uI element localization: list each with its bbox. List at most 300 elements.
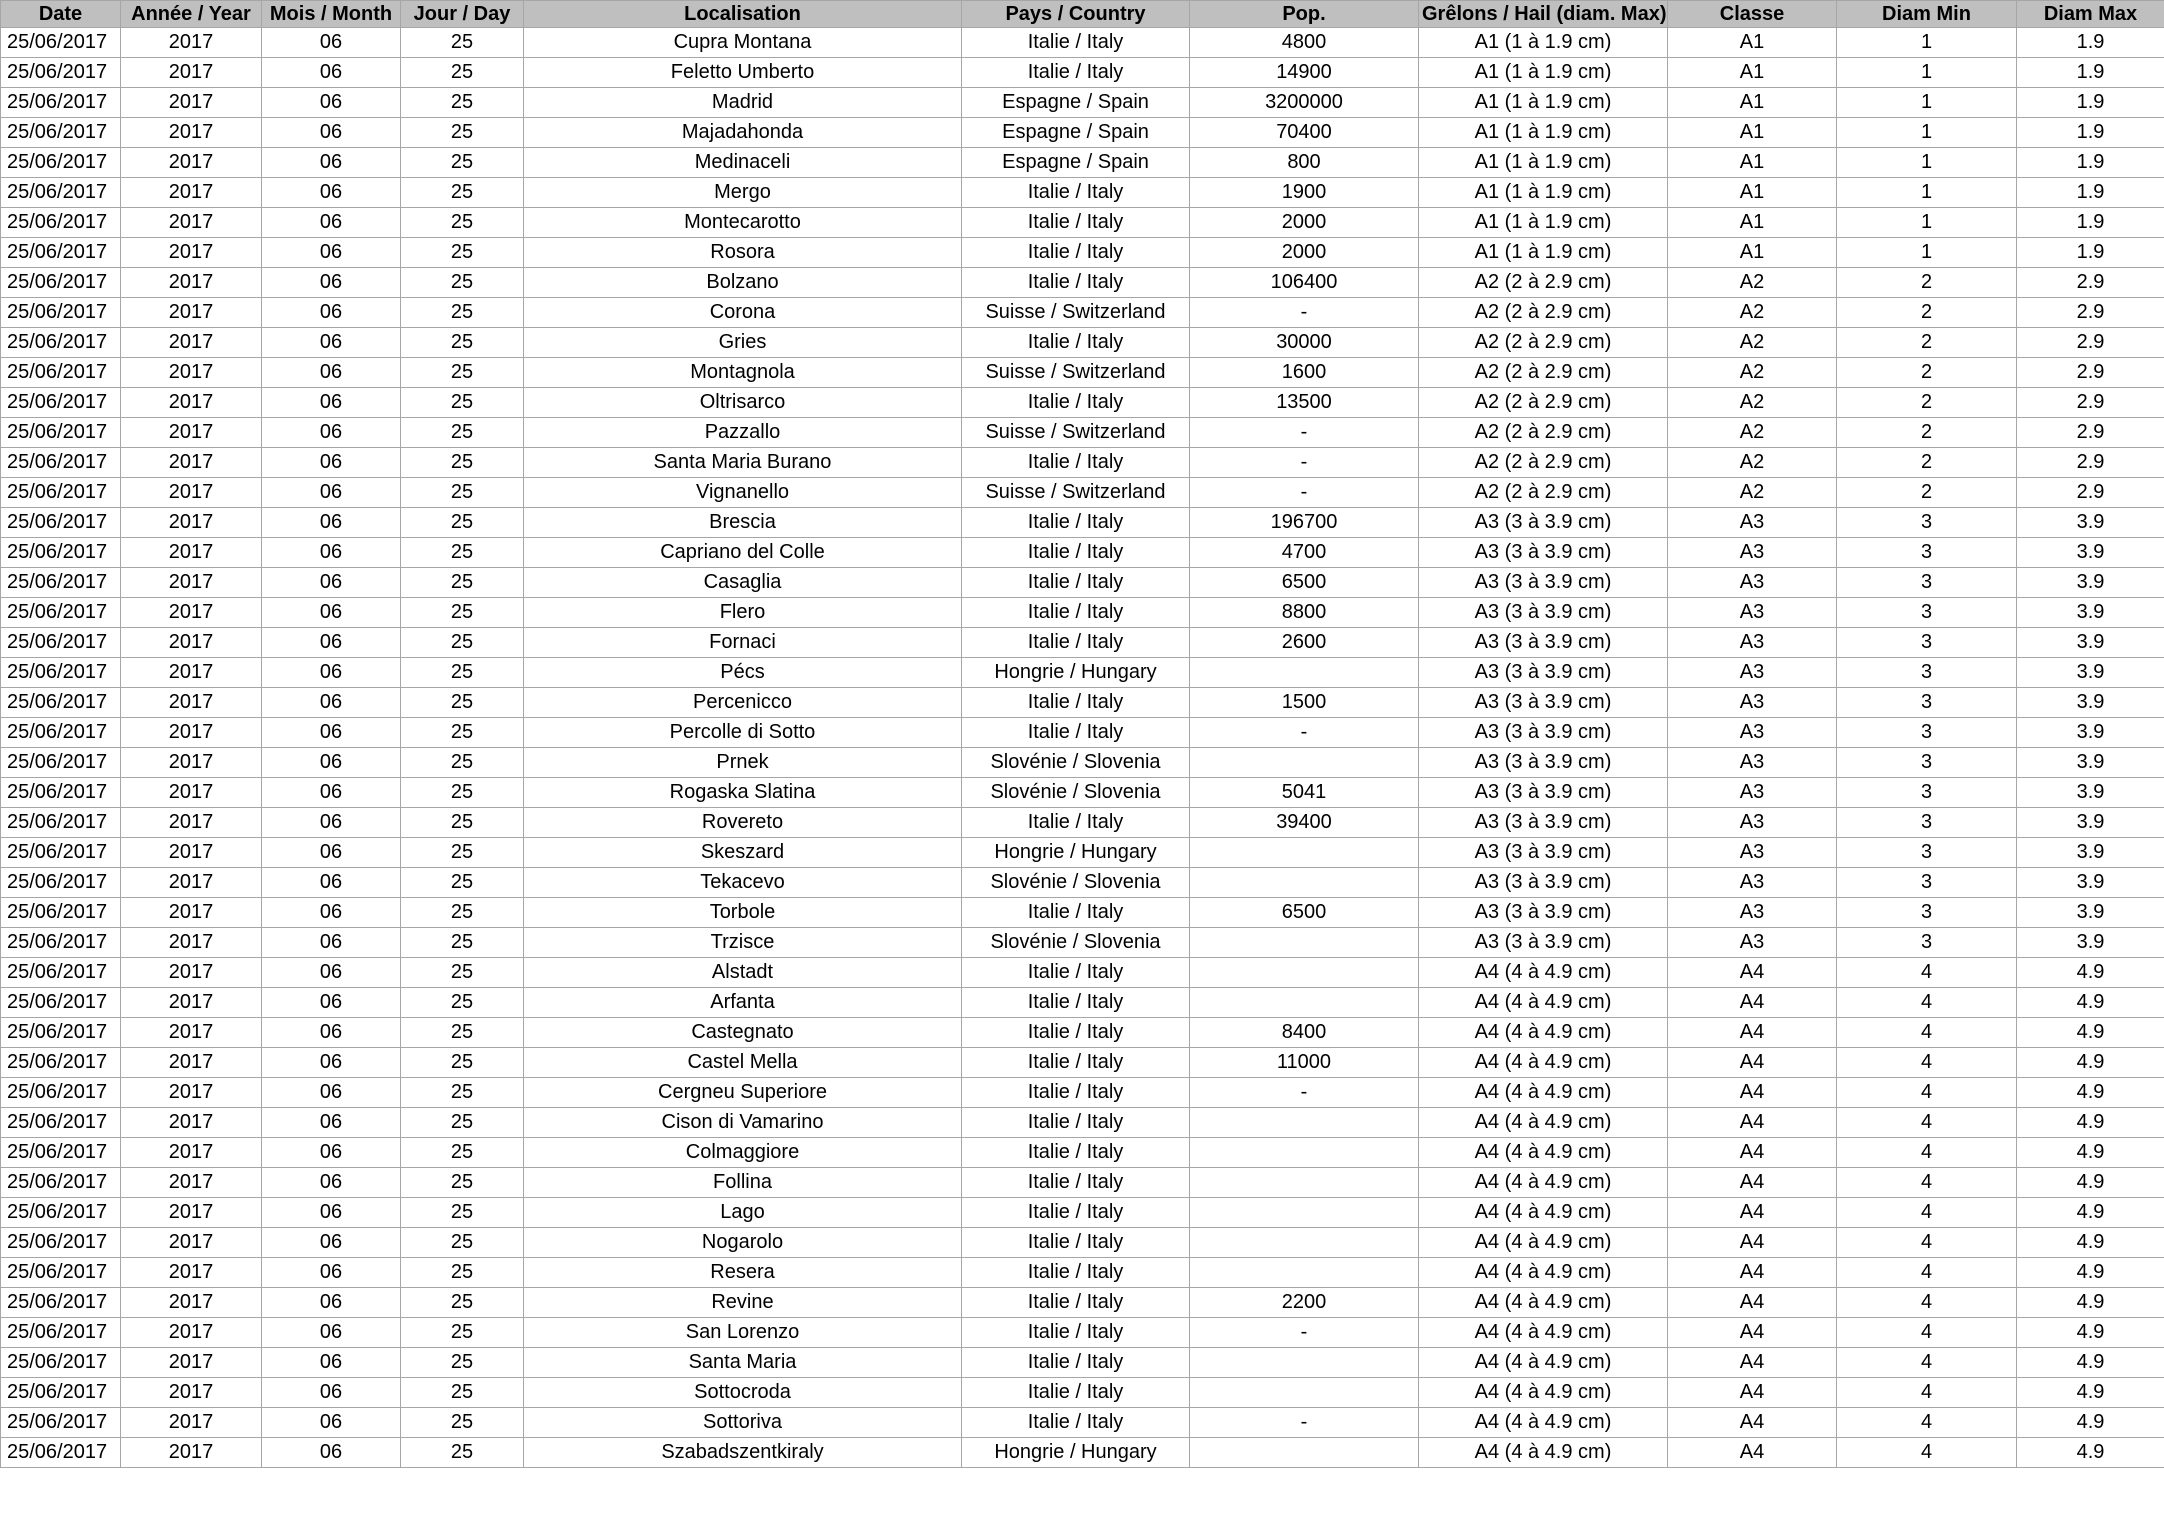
cell-class[interactable]: A2	[1668, 478, 1837, 508]
cell-location[interactable]: Trzisce	[524, 928, 962, 958]
cell-diam-max[interactable]: 4.9	[2017, 1048, 2164, 1078]
cell-month[interactable]: 06	[262, 148, 401, 178]
cell-population[interactable]	[1190, 1228, 1419, 1258]
cell-year[interactable]: 2017	[121, 658, 262, 688]
cell-class[interactable]: A3	[1668, 568, 1837, 598]
cell-population[interactable]	[1190, 988, 1419, 1018]
cell-year[interactable]: 2017	[121, 868, 262, 898]
cell-date[interactable]: 25/06/2017	[1, 1318, 121, 1348]
cell-country[interactable]: Italie / Italy	[962, 1408, 1190, 1438]
cell-class[interactable]: A3	[1668, 598, 1837, 628]
cell-hail[interactable]: A4 (4 à 4.9 cm)	[1419, 1348, 1668, 1378]
cell-date[interactable]: 25/06/2017	[1, 838, 121, 868]
cell-class[interactable]: A4	[1668, 1018, 1837, 1048]
cell-year[interactable]: 2017	[121, 1108, 262, 1138]
cell-date[interactable]: 25/06/2017	[1, 1168, 121, 1198]
cell-diam-max[interactable]: 4.9	[2017, 1228, 2164, 1258]
cell-population[interactable]: 5041	[1190, 778, 1419, 808]
cell-day[interactable]: 25	[401, 1108, 524, 1138]
cell-year[interactable]: 2017	[121, 1258, 262, 1288]
cell-month[interactable]: 06	[262, 598, 401, 628]
cell-year[interactable]: 2017	[121, 1138, 262, 1168]
cell-year[interactable]: 2017	[121, 1048, 262, 1078]
cell-day[interactable]: 25	[401, 628, 524, 658]
column-header-diam-max[interactable]: Diam Max	[2017, 1, 2164, 28]
cell-year[interactable]: 2017	[121, 58, 262, 88]
cell-country[interactable]: Italie / Italy	[962, 1108, 1190, 1138]
column-header-year[interactable]: Année / Year	[121, 1, 262, 28]
cell-diam-min[interactable]: 4	[1837, 1378, 2017, 1408]
cell-year[interactable]: 2017	[121, 1198, 262, 1228]
cell-day[interactable]: 25	[401, 868, 524, 898]
cell-diam-min[interactable]: 4	[1837, 1438, 2017, 1468]
cell-day[interactable]: 25	[401, 1408, 524, 1438]
cell-diam-max[interactable]: 4.9	[2017, 1078, 2164, 1108]
cell-day[interactable]: 25	[401, 778, 524, 808]
cell-day[interactable]: 25	[401, 148, 524, 178]
cell-date[interactable]: 25/06/2017	[1, 208, 121, 238]
cell-year[interactable]: 2017	[121, 1438, 262, 1468]
cell-day[interactable]: 25	[401, 508, 524, 538]
cell-month[interactable]: 06	[262, 208, 401, 238]
cell-hail[interactable]: A4 (4 à 4.9 cm)	[1419, 958, 1668, 988]
cell-country[interactable]: Italie / Italy	[962, 238, 1190, 268]
cell-hail[interactable]: A3 (3 à 3.9 cm)	[1419, 808, 1668, 838]
cell-hail[interactable]: A3 (3 à 3.9 cm)	[1419, 718, 1668, 748]
cell-diam-max[interactable]: 2.9	[2017, 268, 2164, 298]
cell-date[interactable]: 25/06/2017	[1, 1228, 121, 1258]
cell-diam-min[interactable]: 2	[1837, 478, 2017, 508]
cell-country[interactable]: Suisse / Switzerland	[962, 358, 1190, 388]
cell-date[interactable]: 25/06/2017	[1, 358, 121, 388]
cell-year[interactable]: 2017	[121, 88, 262, 118]
cell-month[interactable]: 06	[262, 688, 401, 718]
cell-date[interactable]: 25/06/2017	[1, 928, 121, 958]
cell-diam-max[interactable]: 3.9	[2017, 928, 2164, 958]
cell-year[interactable]: 2017	[121, 688, 262, 718]
cell-month[interactable]: 06	[262, 778, 401, 808]
cell-diam-min[interactable]: 3	[1837, 538, 2017, 568]
cell-year[interactable]: 2017	[121, 808, 262, 838]
cell-diam-min[interactable]: 3	[1837, 808, 2017, 838]
cell-location[interactable]: Cupra Montana	[524, 28, 962, 58]
cell-year[interactable]: 2017	[121, 1378, 262, 1408]
cell-day[interactable]: 25	[401, 1078, 524, 1108]
cell-year[interactable]: 2017	[121, 208, 262, 238]
cell-country[interactable]: Italie / Italy	[962, 178, 1190, 208]
cell-date[interactable]: 25/06/2017	[1, 88, 121, 118]
cell-class[interactable]: A4	[1668, 1408, 1837, 1438]
cell-location[interactable]: Resera	[524, 1258, 962, 1288]
cell-population[interactable]: 1900	[1190, 178, 1419, 208]
cell-month[interactable]: 06	[262, 868, 401, 898]
cell-day[interactable]: 25	[401, 178, 524, 208]
cell-class[interactable]: A3	[1668, 928, 1837, 958]
cell-year[interactable]: 2017	[121, 628, 262, 658]
cell-day[interactable]: 25	[401, 808, 524, 838]
cell-diam-max[interactable]: 4.9	[2017, 1198, 2164, 1228]
cell-diam-min[interactable]: 2	[1837, 358, 2017, 388]
cell-diam-max[interactable]: 2.9	[2017, 388, 2164, 418]
cell-date[interactable]: 25/06/2017	[1, 1018, 121, 1048]
cell-date[interactable]: 25/06/2017	[1, 688, 121, 718]
cell-class[interactable]: A4	[1668, 1078, 1837, 1108]
cell-date[interactable]: 25/06/2017	[1, 1288, 121, 1318]
cell-population[interactable]	[1190, 958, 1419, 988]
cell-location[interactable]: Santa Maria Burano	[524, 448, 962, 478]
cell-diam-min[interactable]: 1	[1837, 148, 2017, 178]
cell-diam-min[interactable]: 3	[1837, 898, 2017, 928]
cell-class[interactable]: A1	[1668, 178, 1837, 208]
cell-hail[interactable]: A1 (1 à 1.9 cm)	[1419, 148, 1668, 178]
cell-country[interactable]: Italie / Italy	[962, 1018, 1190, 1048]
cell-diam-max[interactable]: 4.9	[2017, 1168, 2164, 1198]
cell-year[interactable]: 2017	[121, 1288, 262, 1318]
cell-day[interactable]: 25	[401, 928, 524, 958]
cell-population[interactable]: 6500	[1190, 568, 1419, 598]
cell-date[interactable]: 25/06/2017	[1, 298, 121, 328]
cell-population[interactable]: 6500	[1190, 898, 1419, 928]
cell-hail[interactable]: A1 (1 à 1.9 cm)	[1419, 28, 1668, 58]
cell-country[interactable]: Slovénie / Slovenia	[962, 868, 1190, 898]
cell-country[interactable]: Italie / Italy	[962, 538, 1190, 568]
cell-day[interactable]: 25	[401, 568, 524, 598]
cell-location[interactable]: Majadahonda	[524, 118, 962, 148]
cell-location[interactable]: Follina	[524, 1168, 962, 1198]
cell-class[interactable]: A3	[1668, 778, 1837, 808]
cell-hail[interactable]: A1 (1 à 1.9 cm)	[1419, 178, 1668, 208]
cell-hail[interactable]: A4 (4 à 4.9 cm)	[1419, 1198, 1668, 1228]
cell-day[interactable]: 25	[401, 748, 524, 778]
cell-diam-max[interactable]: 4.9	[2017, 1108, 2164, 1138]
cell-country[interactable]: Slovénie / Slovenia	[962, 928, 1190, 958]
cell-country[interactable]: Italie / Italy	[962, 208, 1190, 238]
cell-class[interactable]: A2	[1668, 448, 1837, 478]
cell-month[interactable]: 06	[262, 1228, 401, 1258]
cell-day[interactable]: 25	[401, 718, 524, 748]
cell-hail[interactable]: A4 (4 à 4.9 cm)	[1419, 1078, 1668, 1108]
cell-diam-max[interactable]: 1.9	[2017, 208, 2164, 238]
cell-class[interactable]: A2	[1668, 298, 1837, 328]
cell-hail[interactable]: A4 (4 à 4.9 cm)	[1419, 988, 1668, 1018]
cell-month[interactable]: 06	[262, 898, 401, 928]
cell-day[interactable]: 25	[401, 28, 524, 58]
cell-hail[interactable]: A4 (4 à 4.9 cm)	[1419, 1168, 1668, 1198]
cell-diam-min[interactable]: 4	[1837, 1048, 2017, 1078]
cell-diam-min[interactable]: 3	[1837, 628, 2017, 658]
cell-class[interactable]: A3	[1668, 808, 1837, 838]
cell-hail[interactable]: A2 (2 à 2.9 cm)	[1419, 328, 1668, 358]
cell-location[interactable]: Flero	[524, 598, 962, 628]
cell-diam-max[interactable]: 3.9	[2017, 658, 2164, 688]
cell-country[interactable]: Italie / Italy	[962, 508, 1190, 538]
cell-year[interactable]: 2017	[121, 238, 262, 268]
cell-country[interactable]: Italie / Italy	[962, 988, 1190, 1018]
cell-location[interactable]: Rogaska Slatina	[524, 778, 962, 808]
cell-population[interactable]	[1190, 1348, 1419, 1378]
cell-month[interactable]: 06	[262, 1348, 401, 1378]
cell-diam-max[interactable]: 3.9	[2017, 778, 2164, 808]
cell-population[interactable]	[1190, 1438, 1419, 1468]
cell-year[interactable]: 2017	[121, 478, 262, 508]
cell-diam-max[interactable]: 1.9	[2017, 148, 2164, 178]
cell-diam-min[interactable]: 4	[1837, 958, 2017, 988]
cell-country[interactable]: Italie / Italy	[962, 58, 1190, 88]
cell-diam-max[interactable]: 3.9	[2017, 868, 2164, 898]
cell-diam-max[interactable]: 4.9	[2017, 988, 2164, 1018]
cell-country[interactable]: Italie / Italy	[962, 598, 1190, 628]
cell-hail[interactable]: A4 (4 à 4.9 cm)	[1419, 1048, 1668, 1078]
cell-day[interactable]: 25	[401, 1348, 524, 1378]
cell-location[interactable]: Alstadt	[524, 958, 962, 988]
cell-location[interactable]: Pazzallo	[524, 418, 962, 448]
cell-class[interactable]: A4	[1668, 1318, 1837, 1348]
cell-country[interactable]: Italie / Italy	[962, 898, 1190, 928]
cell-year[interactable]: 2017	[121, 778, 262, 808]
cell-diam-min[interactable]: 4	[1837, 1228, 2017, 1258]
cell-population[interactable]	[1190, 868, 1419, 898]
cell-population[interactable]: 800	[1190, 148, 1419, 178]
cell-year[interactable]: 2017	[121, 178, 262, 208]
cell-day[interactable]: 25	[401, 1378, 524, 1408]
column-header-day[interactable]: Jour / Day	[401, 1, 524, 28]
cell-date[interactable]: 25/06/2017	[1, 538, 121, 568]
cell-location[interactable]: Torbole	[524, 898, 962, 928]
cell-hail[interactable]: A1 (1 à 1.9 cm)	[1419, 238, 1668, 268]
cell-date[interactable]: 25/06/2017	[1, 388, 121, 418]
cell-location[interactable]: Szabadszentkiraly	[524, 1438, 962, 1468]
cell-class[interactable]: A1	[1668, 28, 1837, 58]
cell-date[interactable]: 25/06/2017	[1, 268, 121, 298]
cell-date[interactable]: 25/06/2017	[1, 628, 121, 658]
cell-diam-min[interactable]: 4	[1837, 1198, 2017, 1228]
cell-class[interactable]: A3	[1668, 748, 1837, 778]
cell-location[interactable]: Bolzano	[524, 268, 962, 298]
cell-location[interactable]: Revine	[524, 1288, 962, 1318]
cell-day[interactable]: 25	[401, 1138, 524, 1168]
cell-date[interactable]: 25/06/2017	[1, 1408, 121, 1438]
cell-population[interactable]	[1190, 1198, 1419, 1228]
cell-location[interactable]: Percenicco	[524, 688, 962, 718]
cell-day[interactable]: 25	[401, 1258, 524, 1288]
cell-population[interactable]	[1190, 1378, 1419, 1408]
cell-month[interactable]: 06	[262, 1078, 401, 1108]
cell-month[interactable]: 06	[262, 1198, 401, 1228]
cell-diam-min[interactable]: 1	[1837, 208, 2017, 238]
cell-hail[interactable]: A3 (3 à 3.9 cm)	[1419, 508, 1668, 538]
cell-location[interactable]: Corona	[524, 298, 962, 328]
cell-country[interactable]: Italie / Italy	[962, 28, 1190, 58]
cell-class[interactable]: A4	[1668, 1138, 1837, 1168]
cell-year[interactable]: 2017	[121, 508, 262, 538]
cell-class[interactable]: A3	[1668, 688, 1837, 718]
cell-country[interactable]: Hongrie / Hungary	[962, 838, 1190, 868]
cell-hail[interactable]: A4 (4 à 4.9 cm)	[1419, 1138, 1668, 1168]
cell-year[interactable]: 2017	[121, 28, 262, 58]
cell-diam-max[interactable]: 1.9	[2017, 28, 2164, 58]
cell-hail[interactable]: A3 (3 à 3.9 cm)	[1419, 538, 1668, 568]
cell-class[interactable]: A4	[1668, 1348, 1837, 1378]
cell-diam-max[interactable]: 4.9	[2017, 1138, 2164, 1168]
cell-year[interactable]: 2017	[121, 718, 262, 748]
cell-day[interactable]: 25	[401, 208, 524, 238]
cell-location[interactable]: Sottoriva	[524, 1408, 962, 1438]
cell-day[interactable]: 25	[401, 658, 524, 688]
cell-month[interactable]: 06	[262, 808, 401, 838]
cell-location[interactable]: Nogarolo	[524, 1228, 962, 1258]
cell-class[interactable]: A3	[1668, 628, 1837, 658]
cell-population[interactable]: 14900	[1190, 58, 1419, 88]
cell-location[interactable]: Cison di Vamarino	[524, 1108, 962, 1138]
cell-diam-max[interactable]: 3.9	[2017, 688, 2164, 718]
cell-day[interactable]: 25	[401, 988, 524, 1018]
cell-diam-max[interactable]: 1.9	[2017, 178, 2164, 208]
cell-class[interactable]: A4	[1668, 1438, 1837, 1468]
cell-date[interactable]: 25/06/2017	[1, 1348, 121, 1378]
cell-date[interactable]: 25/06/2017	[1, 1138, 121, 1168]
cell-date[interactable]: 25/06/2017	[1, 508, 121, 538]
cell-month[interactable]: 06	[262, 388, 401, 418]
cell-country[interactable]: Italie / Italy	[962, 448, 1190, 478]
cell-diam-max[interactable]: 4.9	[2017, 1258, 2164, 1288]
cell-class[interactable]: A4	[1668, 988, 1837, 1018]
cell-year[interactable]: 2017	[121, 538, 262, 568]
cell-country[interactable]: Italie / Italy	[962, 568, 1190, 598]
cell-month[interactable]: 06	[262, 1048, 401, 1078]
cell-day[interactable]: 25	[401, 88, 524, 118]
cell-date[interactable]: 25/06/2017	[1, 1108, 121, 1138]
cell-month[interactable]: 06	[262, 1138, 401, 1168]
cell-hail[interactable]: A2 (2 à 2.9 cm)	[1419, 388, 1668, 418]
cell-year[interactable]: 2017	[121, 1018, 262, 1048]
cell-day[interactable]: 25	[401, 1228, 524, 1258]
cell-hail[interactable]: A1 (1 à 1.9 cm)	[1419, 118, 1668, 148]
cell-date[interactable]: 25/06/2017	[1, 1198, 121, 1228]
cell-date[interactable]: 25/06/2017	[1, 28, 121, 58]
cell-country[interactable]: Italie / Italy	[962, 688, 1190, 718]
cell-year[interactable]: 2017	[121, 748, 262, 778]
cell-hail[interactable]: A4 (4 à 4.9 cm)	[1419, 1288, 1668, 1318]
cell-country[interactable]: Espagne / Spain	[962, 118, 1190, 148]
cell-location[interactable]: Oltrisarco	[524, 388, 962, 418]
cell-month[interactable]: 06	[262, 358, 401, 388]
cell-diam-max[interactable]: 2.9	[2017, 298, 2164, 328]
cell-hail[interactable]: A3 (3 à 3.9 cm)	[1419, 688, 1668, 718]
column-header-country[interactable]: Pays / Country	[962, 1, 1190, 28]
cell-day[interactable]: 25	[401, 58, 524, 88]
cell-diam-max[interactable]: 1.9	[2017, 118, 2164, 148]
cell-month[interactable]: 06	[262, 88, 401, 118]
cell-hail[interactable]: A1 (1 à 1.9 cm)	[1419, 88, 1668, 118]
cell-country[interactable]: Italie / Italy	[962, 1198, 1190, 1228]
cell-year[interactable]: 2017	[121, 928, 262, 958]
cell-population[interactable]: 30000	[1190, 328, 1419, 358]
cell-month[interactable]: 06	[262, 628, 401, 658]
cell-diam-min[interactable]: 3	[1837, 838, 2017, 868]
cell-hail[interactable]: A4 (4 à 4.9 cm)	[1419, 1108, 1668, 1138]
cell-country[interactable]: Espagne / Spain	[962, 148, 1190, 178]
cell-day[interactable]: 25	[401, 118, 524, 148]
cell-date[interactable]: 25/06/2017	[1, 328, 121, 358]
cell-diam-max[interactable]: 3.9	[2017, 538, 2164, 568]
cell-date[interactable]: 25/06/2017	[1, 808, 121, 838]
cell-day[interactable]: 25	[401, 418, 524, 448]
cell-population[interactable]: -	[1190, 1078, 1419, 1108]
column-header-date[interactable]: Date	[1, 1, 121, 28]
cell-country[interactable]: Italie / Italy	[962, 718, 1190, 748]
cell-country[interactable]: Italie / Italy	[962, 1348, 1190, 1378]
cell-month[interactable]: 06	[262, 958, 401, 988]
cell-country[interactable]: Italie / Italy	[962, 1258, 1190, 1288]
cell-diam-max[interactable]: 3.9	[2017, 838, 2164, 868]
cell-population[interactable]: 2200	[1190, 1288, 1419, 1318]
cell-population[interactable]	[1190, 1138, 1419, 1168]
cell-diam-max[interactable]: 3.9	[2017, 508, 2164, 538]
cell-date[interactable]: 25/06/2017	[1, 958, 121, 988]
cell-class[interactable]: A4	[1668, 958, 1837, 988]
cell-hail[interactable]: A2 (2 à 2.9 cm)	[1419, 358, 1668, 388]
cell-diam-min[interactable]: 4	[1837, 1408, 2017, 1438]
cell-country[interactable]: Italie / Italy	[962, 1048, 1190, 1078]
cell-hail[interactable]: A1 (1 à 1.9 cm)	[1419, 58, 1668, 88]
cell-class[interactable]: A4	[1668, 1258, 1837, 1288]
cell-month[interactable]: 06	[262, 1408, 401, 1438]
cell-location[interactable]: Capriano del Colle	[524, 538, 962, 568]
cell-diam-min[interactable]: 1	[1837, 28, 2017, 58]
cell-population[interactable]: 11000	[1190, 1048, 1419, 1078]
cell-hail[interactable]: A4 (4 à 4.9 cm)	[1419, 1228, 1668, 1258]
cell-month[interactable]: 06	[262, 1288, 401, 1318]
cell-diam-min[interactable]: 2	[1837, 328, 2017, 358]
cell-year[interactable]: 2017	[121, 448, 262, 478]
cell-diam-max[interactable]: 4.9	[2017, 1288, 2164, 1318]
cell-date[interactable]: 25/06/2017	[1, 1048, 121, 1078]
cell-date[interactable]: 25/06/2017	[1, 1378, 121, 1408]
cell-diam-min[interactable]: 4	[1837, 1168, 2017, 1198]
cell-diam-min[interactable]: 3	[1837, 508, 2017, 538]
cell-diam-min[interactable]: 3	[1837, 748, 2017, 778]
cell-diam-min[interactable]: 3	[1837, 718, 2017, 748]
cell-population[interactable]: -	[1190, 448, 1419, 478]
cell-year[interactable]: 2017	[121, 1228, 262, 1258]
cell-hail[interactable]: A3 (3 à 3.9 cm)	[1419, 898, 1668, 928]
cell-location[interactable]: Montagnola	[524, 358, 962, 388]
cell-country[interactable]: Italie / Italy	[962, 1138, 1190, 1168]
cell-diam-max[interactable]: 4.9	[2017, 1378, 2164, 1408]
cell-day[interactable]: 25	[401, 898, 524, 928]
cell-population[interactable]: 1600	[1190, 358, 1419, 388]
cell-date[interactable]: 25/06/2017	[1, 658, 121, 688]
cell-month[interactable]: 06	[262, 178, 401, 208]
cell-class[interactable]: A4	[1668, 1228, 1837, 1258]
cell-diam-max[interactable]: 3.9	[2017, 628, 2164, 658]
cell-location[interactable]: Brescia	[524, 508, 962, 538]
cell-country[interactable]: Hongrie / Hungary	[962, 1438, 1190, 1468]
cell-hail[interactable]: A3 (3 à 3.9 cm)	[1419, 628, 1668, 658]
cell-month[interactable]: 06	[262, 298, 401, 328]
cell-diam-min[interactable]: 4	[1837, 1108, 2017, 1138]
cell-hail[interactable]: A4 (4 à 4.9 cm)	[1419, 1258, 1668, 1288]
cell-diam-min[interactable]: 2	[1837, 418, 2017, 448]
cell-diam-max[interactable]: 2.9	[2017, 328, 2164, 358]
cell-country[interactable]: Suisse / Switzerland	[962, 478, 1190, 508]
cell-diam-max[interactable]: 1.9	[2017, 88, 2164, 118]
cell-population[interactable]: 8400	[1190, 1018, 1419, 1048]
cell-class[interactable]: A4	[1668, 1168, 1837, 1198]
cell-day[interactable]: 25	[401, 598, 524, 628]
column-header-diam-min[interactable]: Diam Min	[1837, 1, 2017, 28]
cell-diam-max[interactable]: 3.9	[2017, 598, 2164, 628]
